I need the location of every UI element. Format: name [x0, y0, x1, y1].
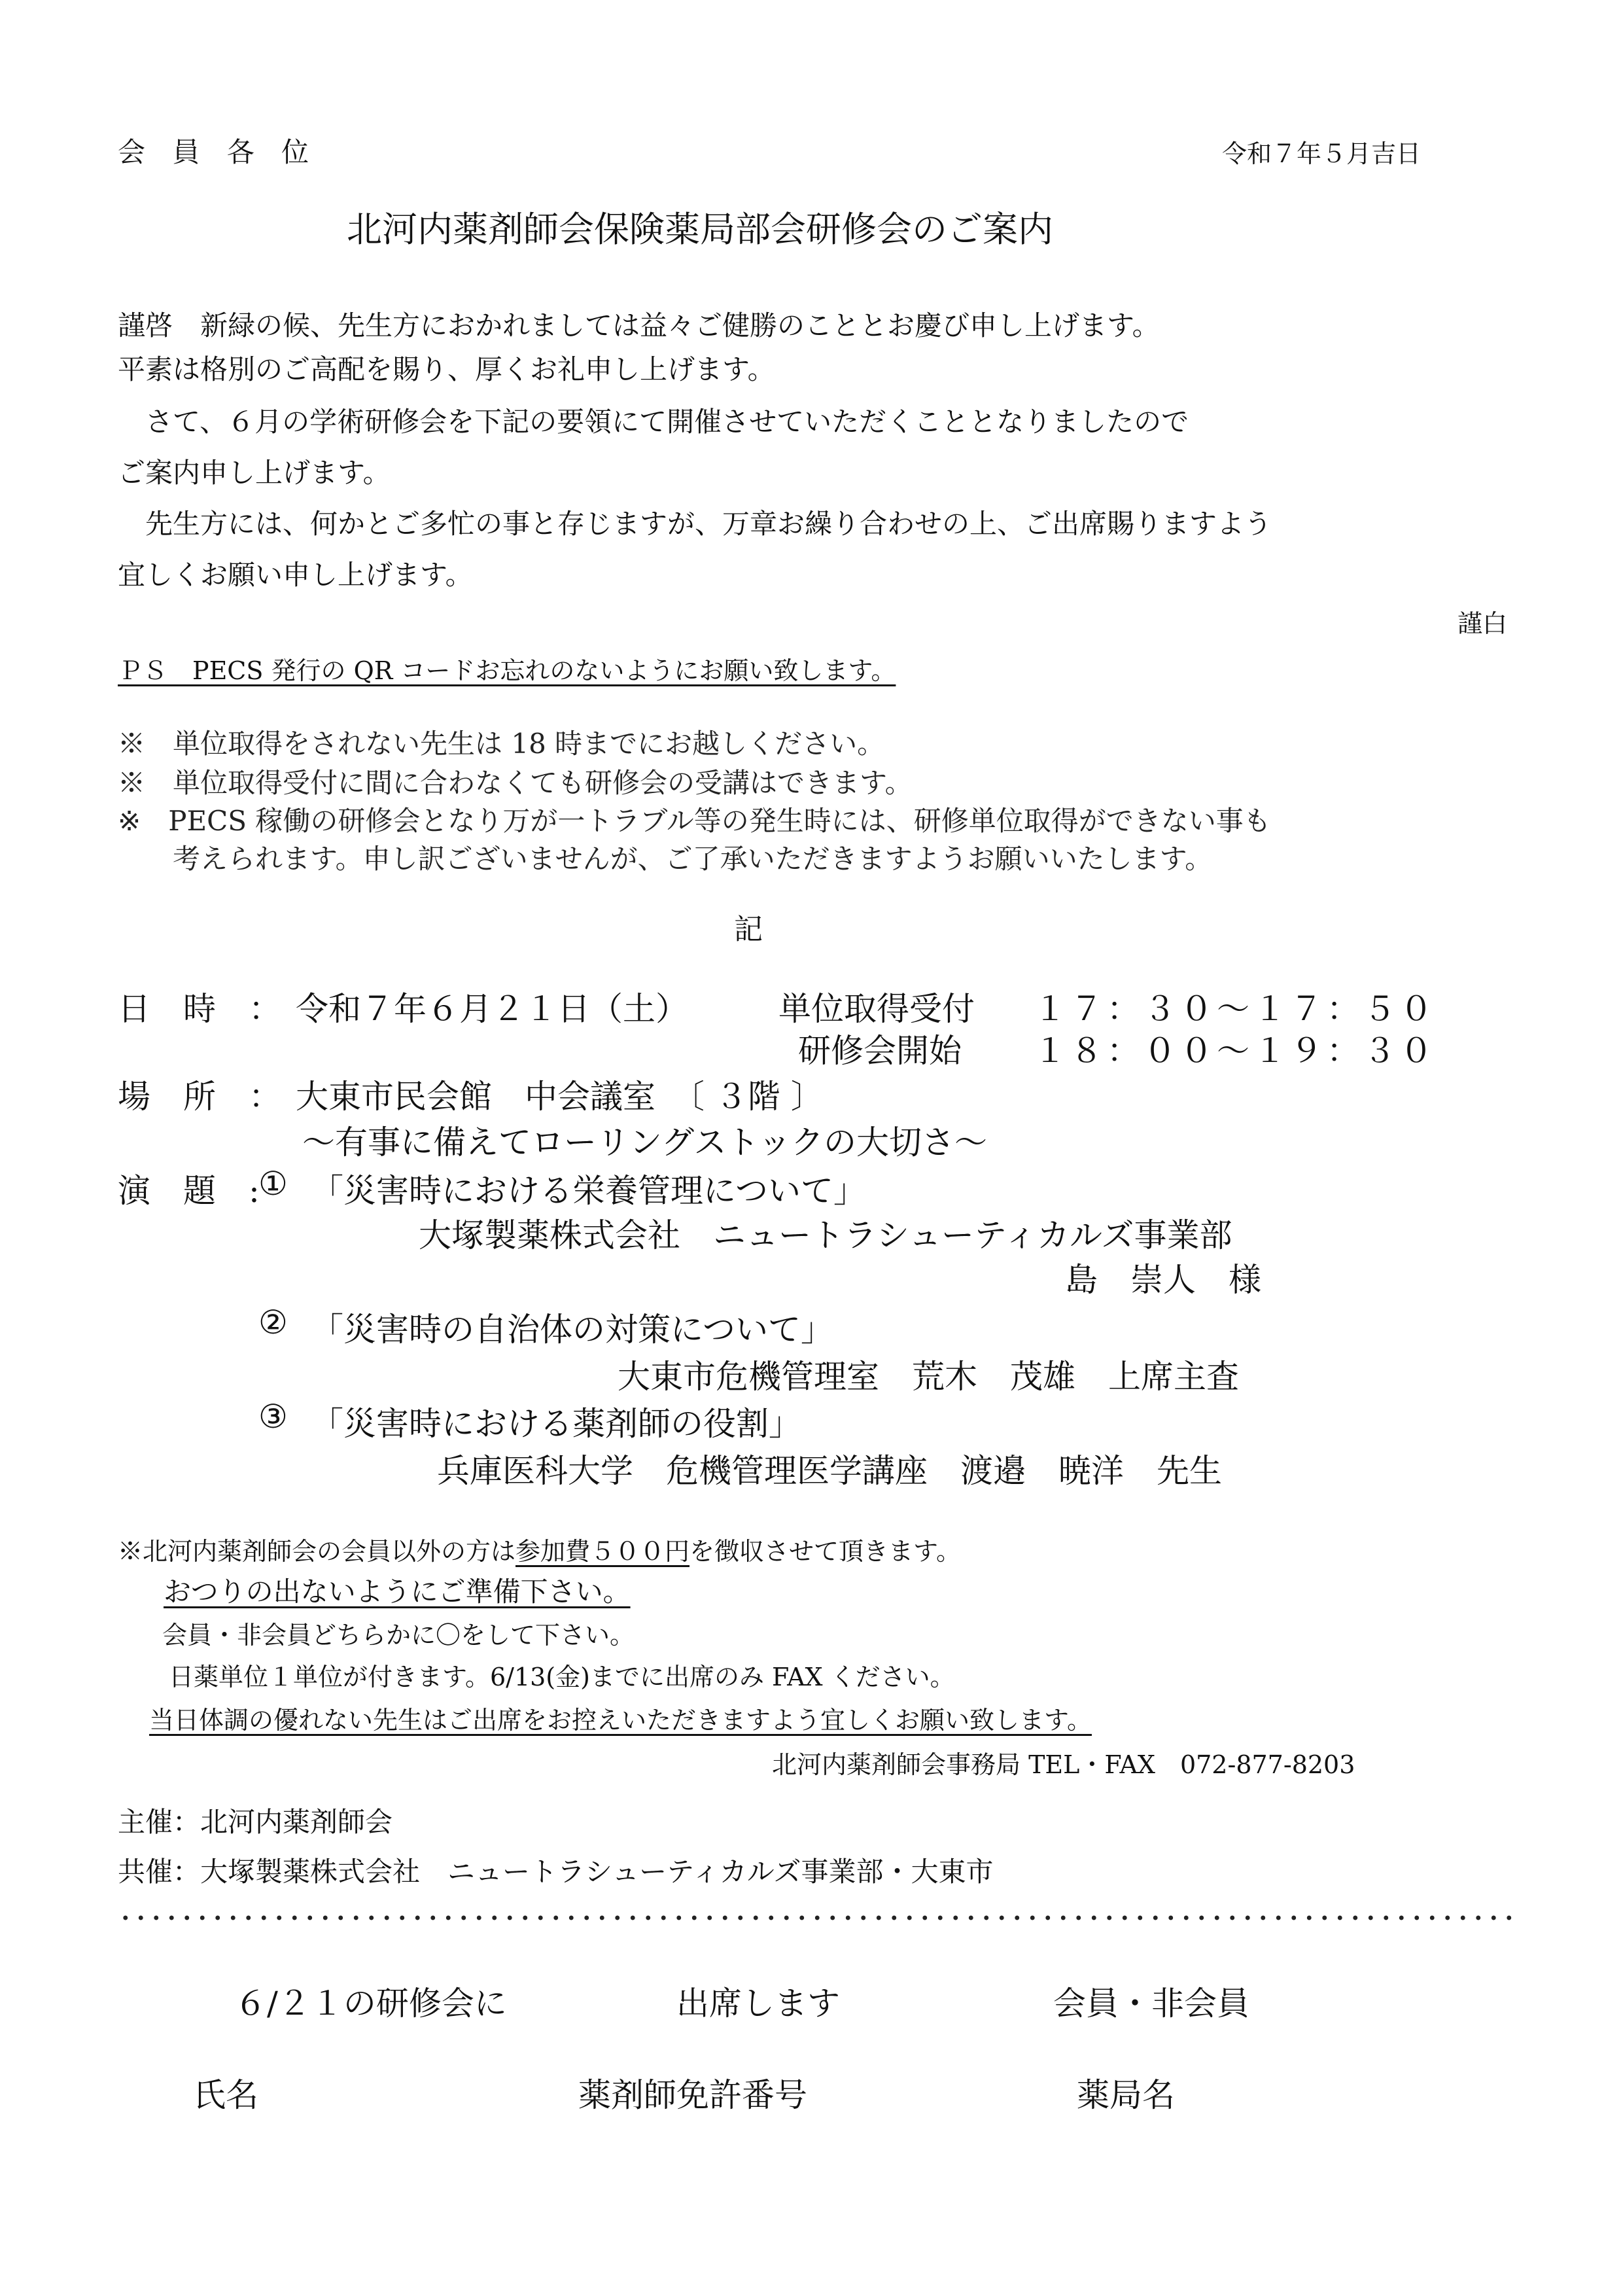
name-field-label: 氏名 — [193, 2076, 258, 2114]
reception-time: １７：３０〜１７：５０ — [1034, 990, 1437, 1028]
host: 主催：北河内薬剤師会 — [118, 1806, 393, 1838]
greeting-line: ご案内申し上げます。 — [118, 457, 391, 489]
cut-line — [118, 1914, 1516, 1922]
lecture-speaker: 大東市危機管理室 荒木 茂雄 上席主査 — [618, 1358, 1239, 1396]
issue-date: 令和７年５月吉日 — [1222, 139, 1422, 168]
member-option[interactable]: 会員・非会員 — [1053, 1985, 1249, 2022]
change-note: おつりの出ないようにご準備下さい。 — [164, 1576, 631, 1608]
lecture-speaker: 兵庫医科大学 危機管理医学講座 渡邉 暁洋 先生 — [437, 1452, 1222, 1490]
license-field-label: 薬剤師免許番号 — [578, 2076, 807, 2114]
ki-heading: 記 — [734, 913, 763, 946]
event-theme: 〜有事に備えてローリングストックの大切さ〜 — [302, 1123, 987, 1161]
fee-amount: 参加費５００円 — [515, 1537, 690, 1566]
closing: 謹白 — [1457, 609, 1508, 638]
venue: 大東市民会館 中会議室 〔 ３階 〕 — [296, 1078, 824, 1116]
form-event: ６/２１の研修会に — [234, 1985, 507, 2022]
lecture-number: ② — [258, 1303, 288, 1341]
fee-post: を徴収させて頂きます。 — [689, 1537, 961, 1566]
date-label: 日 時 ： — [118, 990, 281, 1028]
office-contact: 北河内薬剤師会事務局 TEL・FAX 072-877-8203 — [772, 1750, 1355, 1779]
ps-note: ＰＳ PECS 発行の QR コードお忘れのないようにお願い致します。 — [118, 656, 896, 685]
note-item: ※ 単位取得受付に間に合わなくても研修会の受講はできます。 — [118, 767, 913, 799]
lecture-speaker-org: 大塚製薬株式会社 ニュートラシューティカルズ事業部 — [419, 1216, 1232, 1254]
lectures-label: 演 題 : — [118, 1172, 260, 1210]
greeting-line: 平素は格別のご高配を賜り、厚くお礼申し上げます。 — [118, 353, 775, 385]
health-note: 当日体調の優れない先生はご出席をお控えいただきますよう宜しくお願い致します。 — [149, 1706, 1092, 1735]
lecture-number: ③ — [258, 1398, 288, 1436]
credit-note: 日薬単位１単位が付きます。6/13(金)までに出席のみ FAX ください。 — [169, 1663, 955, 1691]
cohost: 共催：大塚製薬株式会社 ニュートラシューティカルズ事業部・大東市 — [118, 1856, 994, 1888]
greeting-line: さて、６月の学術研修会を下記の要領にて開催させていただくこととなりましたので — [118, 406, 1189, 438]
fee-line — [118, 1531, 961, 1567]
pharmacy-field-label: 薬局名 — [1077, 2076, 1175, 2114]
note-item: 考えられます。申し訳ございませんが、ご了承いただきますようお願いいたします。 — [118, 843, 1213, 875]
start-time: １８：００〜１９：３０ — [1034, 1032, 1437, 1070]
event-date: 令和７年６月２１日（土） — [296, 990, 688, 1028]
greeting-line: 先生方には、何かとご多忙の事と存じますが、万章お繰り合わせの上、ご出席賜りますよう — [118, 508, 1272, 540]
greeting-line: 謹啓 新緑の候、先生方におかれましては益々ご健勝のこととお慶び申し上げます。 — [118, 309, 1160, 342]
lecture-number: ① — [258, 1165, 288, 1203]
fee-pre: ※北河内薬剤師会の会員以外の方は — [118, 1537, 516, 1566]
circle-note: 会員・非会員どちらかに〇をして下さい。 — [162, 1621, 635, 1650]
attend-option[interactable]: 出席します — [676, 1985, 840, 2022]
note-item: ※ PECS 稼働の研修会となり万が一トラブル等の発生時には、研修単位取得ができない事も — [118, 805, 1271, 837]
place-label: 場 所 ： — [118, 1078, 281, 1116]
lecture-title: 「災害時における薬剤師の役割」 — [311, 1405, 801, 1443]
addressee: 会 員 各 位 — [118, 136, 319, 168]
reception-label: 単位取得受付 — [778, 990, 975, 1028]
lecture-title: 「災害時における栄養管理について」 — [311, 1172, 866, 1210]
lecture-title: 「災害時の自治体の対策について」 — [311, 1311, 833, 1349]
page-title: 北河内薬剤師会保険薬局部会研修会のご案内 — [347, 209, 1053, 250]
lecture-speaker: 島 崇人 様 — [1065, 1261, 1261, 1299]
note-item: ※ 単位取得をされない先生は 18 時までにお越しください。 — [118, 728, 885, 760]
greeting-line: 宜しくお願い申し上げます。 — [118, 559, 473, 591]
start-label: 研修会開始 — [798, 1032, 962, 1070]
